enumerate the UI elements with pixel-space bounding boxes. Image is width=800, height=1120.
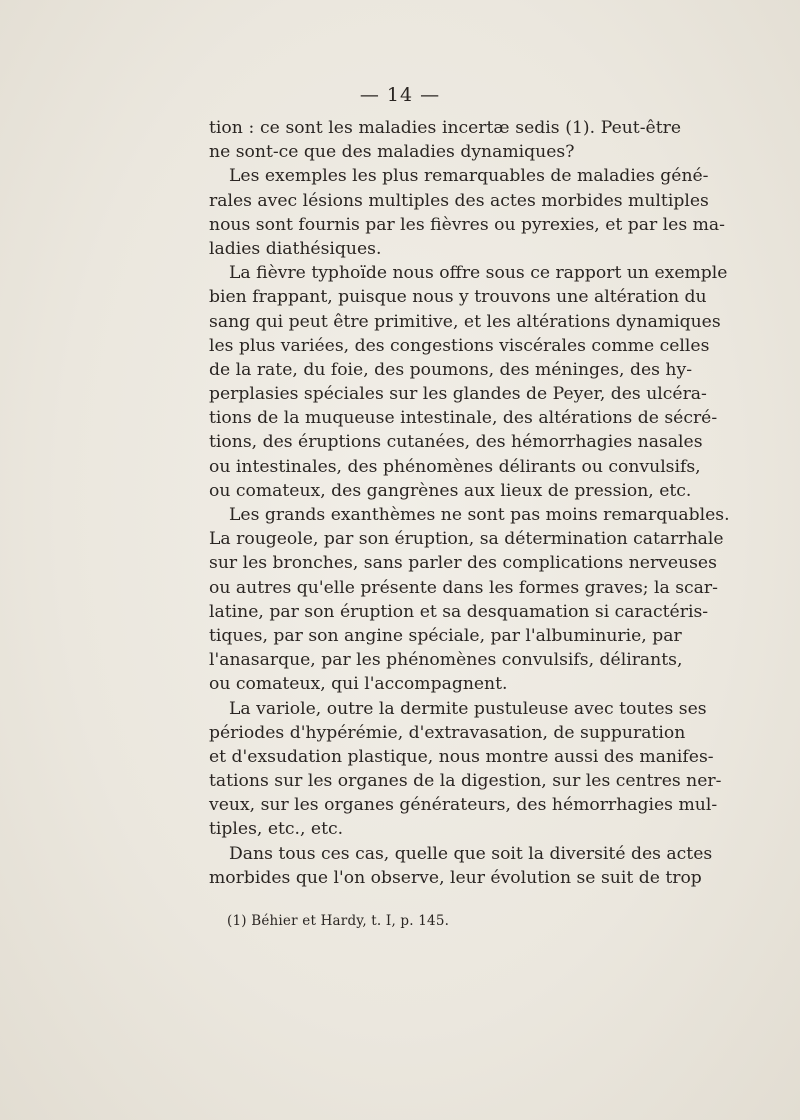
text-line: tion : ce sont les maladies incertæ sedis (1). Peut-être — [209, 118, 681, 138]
text-line: tiples, etc., etc. — [209, 819, 344, 840]
text-line: ou comateux, des gangrènes aux lieux de pression, etc. — [209, 480, 692, 501]
text-line: veux, sur les organes générateurs, des hémorrhagies mul- — [209, 795, 718, 816]
text-line: tations sur les organes de la digestion, sur les centres ner- — [209, 771, 722, 792]
text-line: et d'exsudation plastique, nous montre aussi des manifes- — [209, 746, 714, 767]
text-line: tions de la muqueuse intestinale, des altérations de sécré- — [209, 408, 718, 429]
text-line: de la rate, du foie, des poumons, des méninges, des hy- — [209, 359, 693, 380]
text-line: La variole, outre la dermite pustuleuse avec toutes ses — [229, 698, 707, 719]
text-line: tiques, par son angine spéciale, par l'albuminurie, par — [209, 625, 682, 646]
footnote: (1) Béhier et Hardy, t. I, p. 145. — [227, 913, 450, 929]
page-number-header: — 14 — — [359, 84, 441, 106]
text-line: tions, des éruptions cutanées, des hémorrhagies nasales — [209, 432, 703, 453]
text-line: latine, par son éruption et sa desquamation si caractéris- — [209, 601, 709, 622]
text-line: bien frappant, puisque nous y trouvons une altération du — [209, 287, 707, 308]
text-line: Les exemples les plus remarquables de maladies géné- — [229, 166, 709, 187]
text-line: ne sont-ce que des maladies dynamiques? — [209, 142, 575, 163]
text-line: ladies diathésiques. — [209, 238, 382, 259]
text-line: La fièvre typhoïde nous offre sous ce rapport un exemple — [229, 263, 728, 284]
text-line: ou autres qu'elle présente dans les formes graves; la scar- — [209, 577, 718, 598]
text-line: perplasies spéciales sur les glandes de Peyer, des ulcéra- — [209, 384, 707, 405]
text-line: sang qui peut être primitive, et les altérations dynamiques — [209, 311, 721, 332]
text-line: sur les bronches, sans parler des complications nerveuses — [209, 553, 717, 574]
text-line: nous sont fournis par les fièvres ou pyrexies, et par les ma- — [209, 214, 725, 235]
text-line: La rougeole, par son éruption, sa détermination catarrhale — [209, 529, 724, 550]
text-line: ou intestinales, des phénomènes délirants ou convulsifs, — [209, 456, 701, 477]
text-line: morbides que l'on observe, leur évolution se suit de trop — [209, 867, 702, 888]
text-line: périodes d'hypérémie, d'extravasation, de suppuration — [209, 722, 686, 743]
text-line: ou comateux, qui l'accompagnent. — [209, 674, 508, 695]
text-line: l'anasarque, par les phénomènes convulsifs, délirants, — [209, 650, 683, 671]
text-line: Les grands exanthèmes ne sont pas moins remarquables. — [229, 505, 730, 525]
body-text — [209, 116, 730, 890]
text-line: les plus variées, des congestions viscérales comme celles — [209, 335, 710, 356]
text-line: Dans tous ces cas, quelle que soit la diversité des actes — [229, 843, 713, 864]
text-line: rales avec lésions multiples des actes morbides multiples — [209, 190, 709, 211]
